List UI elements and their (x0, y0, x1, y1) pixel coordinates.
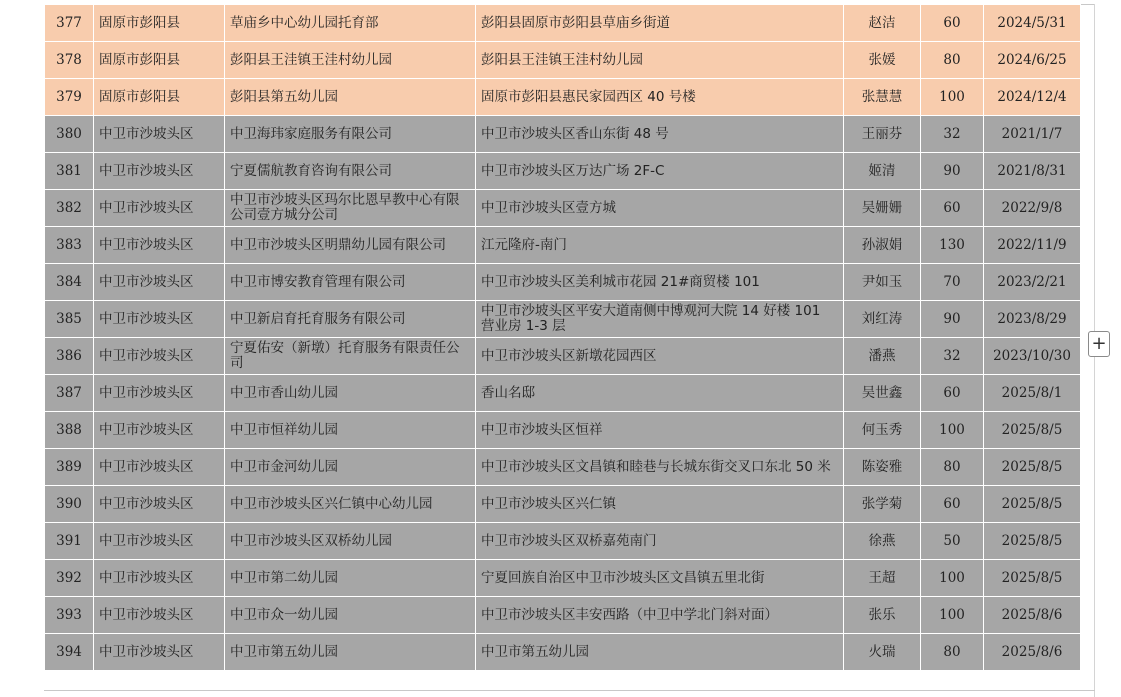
address-cell[interactable]: 宁夏回族自治区中卫市沙坡头区文昌镇五里北街 (476, 560, 844, 597)
registration-date-cell[interactable]: 2024/5/31 (984, 5, 1081, 42)
capacity-cell[interactable]: 70 (921, 264, 984, 301)
registration-date-cell[interactable]: 2025/8/5 (984, 560, 1081, 597)
table-row (45, 634, 1081, 671)
contact-person-cell[interactable]: 吴姗姗 (844, 190, 921, 227)
address-cell[interactable]: 中卫市沙坡头区万达广场 2F-C (476, 153, 844, 190)
institution-name-cell[interactable]: 中卫新启育托育服务有限公司 (225, 301, 476, 338)
district-cell[interactable]: 中卫市沙坡头区 (94, 412, 225, 449)
contact-person-cell[interactable]: 何玉秀 (844, 412, 921, 449)
table-row (45, 449, 1081, 486)
institution-name-cell[interactable]: 中卫市沙坡头区明鼎幼儿园有限公司 (225, 227, 476, 264)
district-cell[interactable]: 中卫市沙坡头区 (94, 560, 225, 597)
capacity-cell[interactable]: 80 (921, 634, 984, 671)
capacity-cell[interactable]: 32 (921, 338, 984, 375)
institution-name-cell[interactable]: 中卫市博安教育管理有限公司 (225, 264, 476, 301)
district-cell[interactable]: 中卫市沙坡头区 (94, 153, 225, 190)
registration-date-cell[interactable]: 2023/10/30 (984, 338, 1081, 375)
registration-date-cell[interactable]: 2022/9/8 (984, 190, 1081, 227)
row-number-cell[interactable]: 388 (45, 412, 94, 449)
registration-date-cell[interactable]: 2021/1/7 (984, 116, 1081, 153)
address-cell[interactable]: 中卫市沙坡头区平安大道南侧中博观河大院 14 好楼 101 营业房 1-3 层 (476, 301, 844, 338)
registration-date-cell[interactable]: 2024/12/4 (984, 79, 1081, 116)
row-number-cell[interactable]: 381 (45, 153, 94, 190)
institution-name-cell[interactable]: 中卫市众一幼儿园 (225, 597, 476, 634)
institution-name-cell[interactable]: 中卫市沙坡头区双桥幼儿园 (225, 523, 476, 560)
table-row (45, 523, 1081, 560)
table-row (45, 264, 1081, 301)
table-row (45, 560, 1081, 597)
registration-date-cell[interactable]: 2022/11/9 (984, 227, 1081, 264)
contact-person-cell[interactable]: 孙淑娟 (844, 227, 921, 264)
institution-name-cell[interactable]: 彭阳县第五幼儿园 (225, 79, 476, 116)
registration-date-cell[interactable]: 2025/8/6 (984, 634, 1081, 671)
table-row (45, 42, 1081, 79)
address-cell[interactable]: 中卫市沙坡头区新墩花园西区 (476, 338, 844, 375)
address-cell[interactable]: 中卫市沙坡头区恒祥 (476, 412, 844, 449)
registration-date-cell[interactable]: 2025/8/6 (984, 597, 1081, 634)
district-cell[interactable]: 固原市彭阳县 (94, 79, 225, 116)
institution-name-cell[interactable]: 彭阳县王洼镇王洼村幼儿园 (225, 42, 476, 79)
registration-date-cell[interactable]: 2025/8/5 (984, 486, 1081, 523)
address-cell[interactable]: 中卫市沙坡头区丰安西路（中卫中学北门斜对面） (476, 597, 844, 634)
table-row (45, 375, 1081, 412)
district-cell[interactable]: 中卫市沙坡头区 (94, 301, 225, 338)
institution-name-cell[interactable]: 中卫海玮家庭服务有限公司 (225, 116, 476, 153)
institution-name-cell[interactable]: 中卫市沙坡头区兴仁镇中心幼儿园 (225, 486, 476, 523)
address-cell[interactable]: 中卫市沙坡头区壹方城 (476, 190, 844, 227)
institution-name-cell[interactable]: 中卫市第二幼儿园 (225, 560, 476, 597)
add-row-button[interactable] (1088, 331, 1110, 357)
row-number-cell[interactable]: 387 (45, 375, 94, 412)
contact-person-cell[interactable]: 徐燕 (844, 523, 921, 560)
district-cell[interactable]: 中卫市沙坡头区 (94, 375, 225, 412)
address-cell[interactable]: 彭阳县王洼镇王洼村幼儿园 (476, 42, 844, 79)
institution-name-cell[interactable]: 宁夏儒航教育咨询有限公司 (225, 153, 476, 190)
district-cell[interactable]: 中卫市沙坡头区 (94, 449, 225, 486)
row-number-cell[interactable]: 378 (45, 42, 94, 79)
contact-person-cell[interactable]: 张媛 (844, 42, 921, 79)
row-number-cell[interactable]: 379 (45, 79, 94, 116)
table-body (45, 5, 1081, 671)
capacity-cell[interactable]: 100 (921, 412, 984, 449)
table-row (45, 5, 1081, 42)
table-row (45, 412, 1081, 449)
address-cell[interactable]: 中卫市沙坡头区文昌镇和睦巷与长城东街交叉口东北 50 米 (476, 449, 844, 486)
table-row (45, 486, 1081, 523)
registration-date-cell[interactable]: 2024/6/25 (984, 42, 1081, 79)
table-row (45, 153, 1081, 190)
table-row (45, 116, 1081, 153)
institution-name-cell[interactable]: 宁夏佑安（新墩）托育服务有限责任公司 (225, 338, 476, 375)
district-cell[interactable]: 中卫市沙坡头区 (94, 486, 225, 523)
table-row (45, 190, 1081, 227)
institution-name-cell[interactable]: 中卫市金河幼儿园 (225, 449, 476, 486)
address-cell[interactable]: 中卫市沙坡头区双桥嘉苑南门 (476, 523, 844, 560)
capacity-cell[interactable]: 90 (921, 153, 984, 190)
table-row (45, 227, 1081, 264)
district-cell[interactable]: 中卫市沙坡头区 (94, 597, 225, 634)
address-cell[interactable]: 彭阳县固原市彭阳县草庙乡街道 (476, 5, 844, 42)
capacity-cell[interactable]: 60 (921, 375, 984, 412)
contact-person-cell[interactable]: 陈姿雅 (844, 449, 921, 486)
table-row (45, 301, 1081, 338)
contact-person-cell[interactable]: 刘红涛 (844, 301, 921, 338)
district-cell[interactable]: 中卫市沙坡头区 (94, 116, 225, 153)
institution-name-cell[interactable]: 草庙乡中心幼儿园托育部 (225, 5, 476, 42)
table-row (45, 79, 1081, 116)
row-number-cell[interactable]: 389 (45, 449, 94, 486)
registration-date-cell[interactable]: 2023/2/21 (984, 264, 1081, 301)
capacity-cell[interactable]: 130 (921, 227, 984, 264)
row-number-cell[interactable]: 390 (45, 486, 94, 523)
contact-person-cell[interactable]: 吴世鑫 (844, 375, 921, 412)
capacity-cell[interactable]: 60 (921, 486, 984, 523)
contact-person-cell[interactable]: 王超 (844, 560, 921, 597)
address-cell[interactable]: 中卫市沙坡头区香山东街 48 号 (476, 116, 844, 153)
district-cell[interactable]: 固原市彭阳县 (94, 42, 225, 79)
district-cell[interactable]: 中卫市沙坡头区 (94, 634, 225, 671)
capacity-cell[interactable]: 90 (921, 301, 984, 338)
district-cell[interactable]: 中卫市沙坡头区 (94, 523, 225, 560)
institution-name-cell[interactable]: 中卫市香山幼儿园 (225, 375, 476, 412)
district-cell[interactable]: 中卫市沙坡头区 (94, 190, 225, 227)
district-cell[interactable]: 中卫市沙坡头区 (94, 338, 225, 375)
row-number-cell[interactable]: 392 (45, 560, 94, 597)
registration-date-cell[interactable]: 2025/8/5 (984, 523, 1081, 560)
district-cell[interactable]: 中卫市沙坡头区 (94, 264, 225, 301)
row-number-cell[interactable]: 383 (45, 227, 94, 264)
contact-person-cell[interactable]: 王丽芬 (844, 116, 921, 153)
address-cell[interactable]: 中卫市沙坡头区美利城市花园 21#商贸楼 101 (476, 264, 844, 301)
table-row (45, 338, 1081, 375)
contact-person-cell[interactable]: 火瑞 (844, 634, 921, 671)
capacity-cell[interactable]: 80 (921, 42, 984, 79)
row-number-cell[interactable]: 377 (45, 5, 94, 42)
capacity-cell[interactable]: 100 (921, 79, 984, 116)
row-number-cell[interactable]: 380 (45, 116, 94, 153)
registration-date-cell[interactable]: 2021/8/31 (984, 153, 1081, 190)
address-cell[interactable]: 中卫市第五幼儿园 (476, 634, 844, 671)
contact-person-cell[interactable]: 尹如玉 (844, 264, 921, 301)
contact-person-cell[interactable]: 潘燕 (844, 338, 921, 375)
page-bottom-edge (44, 690, 1095, 691)
row-number-cell[interactable]: 394 (45, 634, 94, 671)
registration-date-cell[interactable]: 2025/8/5 (984, 412, 1081, 449)
row-number-cell[interactable]: 382 (45, 190, 94, 227)
row-number-cell[interactable]: 386 (45, 338, 94, 375)
institution-name-cell[interactable]: 中卫市第五幼儿园 (225, 634, 476, 671)
address-cell[interactable]: 中卫市沙坡头区兴仁镇 (476, 486, 844, 523)
capacity-cell[interactable]: 50 (921, 523, 984, 560)
childcare-institution-table (44, 4, 1081, 671)
contact-person-cell[interactable]: 张乐 (844, 597, 921, 634)
capacity-cell[interactable]: 60 (921, 5, 984, 42)
row-number-cell[interactable]: 384 (45, 264, 94, 301)
registration-date-cell[interactable]: 2025/8/5 (984, 449, 1081, 486)
capacity-cell[interactable]: 80 (921, 449, 984, 486)
plus-icon: + (1091, 333, 1107, 354)
row-number-cell[interactable]: 385 (45, 301, 94, 338)
institution-name-cell[interactable]: 中卫市恒祥幼儿园 (225, 412, 476, 449)
capacity-cell[interactable]: 100 (921, 597, 984, 634)
address-cell[interactable]: 固原市彭阳县惠民家园西区 40 号楼 (476, 79, 844, 116)
address-cell[interactable]: 江元隆府-南门 (476, 227, 844, 264)
district-cell[interactable]: 固原市彭阳县 (94, 5, 225, 42)
registration-date-cell[interactable]: 2025/8/1 (984, 375, 1081, 412)
contact-person-cell[interactable]: 张学菊 (844, 486, 921, 523)
capacity-cell[interactable]: 100 (921, 560, 984, 597)
capacity-cell[interactable]: 32 (921, 116, 984, 153)
registration-date-cell[interactable]: 2023/8/29 (984, 301, 1081, 338)
contact-person-cell[interactable]: 张慧慧 (844, 79, 921, 116)
row-number-cell[interactable]: 393 (45, 597, 94, 634)
contact-person-cell[interactable]: 姬清 (844, 153, 921, 190)
institution-name-cell[interactable]: 中卫市沙坡头区玛尔比恩早教中心有限公司壹方城分公司 (225, 190, 476, 227)
district-cell[interactable]: 中卫市沙坡头区 (94, 227, 225, 264)
capacity-cell[interactable]: 60 (921, 190, 984, 227)
contact-person-cell[interactable]: 赵洁 (844, 5, 921, 42)
row-number-cell[interactable]: 391 (45, 523, 94, 560)
address-cell[interactable]: 香山名邸 (476, 375, 844, 412)
table-row (45, 597, 1081, 634)
